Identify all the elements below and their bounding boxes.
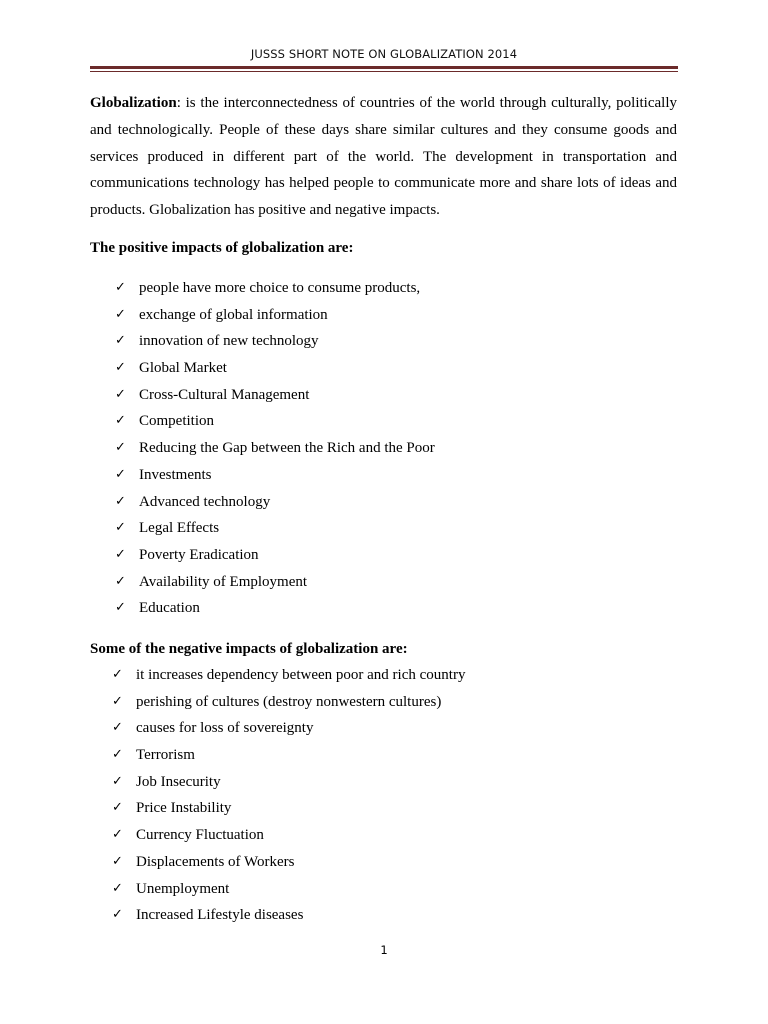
list-item-text: Reducing the Gap between the Rich and the Poor xyxy=(139,440,435,457)
checkmark-icon: ✓ xyxy=(112,880,123,896)
checkmark-icon: ✓ xyxy=(115,573,126,589)
list-item-text: Poverty Eradication xyxy=(139,546,259,563)
list-item-text: causes for loss of sovereignty xyxy=(136,720,314,737)
positive-impacts-heading: The positive impacts of globalization are: xyxy=(90,240,354,256)
list-item-text: innovation of new technology xyxy=(139,333,319,350)
list-item-text: Education xyxy=(139,600,200,617)
list-item-text: Cross-Cultural Management xyxy=(139,386,310,403)
checkmark-icon: ✓ xyxy=(115,520,126,536)
checkmark-icon: ✓ xyxy=(112,773,123,789)
list-item-text: Competition xyxy=(139,413,214,430)
checkmark-icon: ✓ xyxy=(115,440,126,456)
list-item-text: Job Insecurity xyxy=(136,773,221,790)
checkmark-icon: ✓ xyxy=(115,466,126,482)
list-item-text: it increases dependency between poor and rich country xyxy=(136,667,466,683)
list-item-text: Investments xyxy=(139,466,212,483)
checkmark-icon: ✓ xyxy=(112,747,123,763)
list-item-text: Unemployment xyxy=(136,880,230,897)
list-item-text: Currency Fluctuation xyxy=(136,827,264,844)
list-item-text: Price Instability xyxy=(136,800,232,817)
list-item-text: Global Market xyxy=(139,360,227,377)
list-item-text: Terrorism xyxy=(136,747,195,764)
checkmark-icon: ✓ xyxy=(112,907,123,923)
list-item-text: Increased Lifestyle diseases xyxy=(136,907,304,924)
list-item-text: people have more choice to consume products, xyxy=(139,280,421,296)
intro-term: Globalization xyxy=(90,95,177,111)
page-number: 1 xyxy=(380,943,388,957)
checkmark-icon: ✓ xyxy=(112,853,123,869)
list-item-text: Legal Effects xyxy=(139,520,220,537)
checkmark-icon: ✓ xyxy=(115,546,126,562)
checkmark-icon: ✓ xyxy=(112,800,123,816)
checkmark-icon: ✓ xyxy=(115,493,126,509)
list-item-text: Availability of Employment xyxy=(139,573,308,590)
header-rule-thick xyxy=(90,66,678,69)
intro-text: : is the interconnectedness of countries of the world through culturally, politically and technologically. People of these days share similar cultures and they consume goods and services produced in different part of the world. The development in transportation and communications technology has helped people to communicate more and share lots of ideas and products. Globalization has positive and negative impacts. xyxy=(90,95,677,219)
header-rule-thin xyxy=(90,71,678,72)
checkmark-icon: ✓ xyxy=(112,827,123,843)
negative-impacts-heading: Some of the negative impacts of globalization are: xyxy=(90,641,408,657)
list-item-text: exchange of global information xyxy=(139,306,328,323)
document-header: JUSSS SHORT NOTE ON GLOBALIZATION 2014 xyxy=(250,47,518,61)
checkmark-icon: ✓ xyxy=(115,360,126,376)
list-item-text: Advanced technology xyxy=(139,493,271,510)
list-item-text: Displacements of Workers xyxy=(136,853,295,870)
checkmark-icon: ✓ xyxy=(112,693,123,709)
checkmark-icon: ✓ xyxy=(115,413,126,429)
checkmark-icon: ✓ xyxy=(115,306,126,322)
checkmark-icon: ✓ xyxy=(112,667,123,682)
list-item-text: perishing of cultures (destroy nonwestern cultures) xyxy=(136,693,442,710)
checkmark-icon: ✓ xyxy=(115,280,126,295)
checkmark-icon: ✓ xyxy=(115,333,126,349)
checkmark-icon: ✓ xyxy=(115,386,126,402)
checkmark-icon: ✓ xyxy=(115,600,126,616)
checkmark-icon: ✓ xyxy=(112,720,123,736)
intro-paragraph xyxy=(90,90,677,224)
